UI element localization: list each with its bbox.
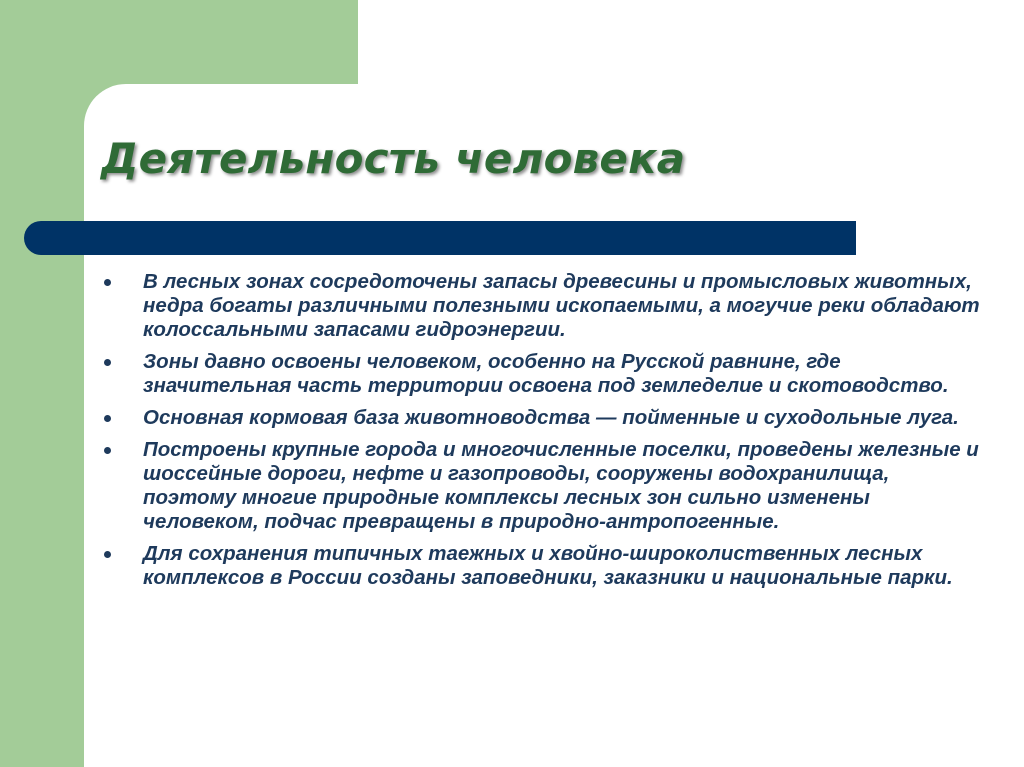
bullet-text: Построены крупные города и многочисленные поселки, проведены железные и шоссейные дороги, нефте и газопроводы, сооружены водохранилища, поэтому многие природные комплексы лесных зон сильно изменены человеком, подчас превращены в природно-антропогенные. [143,438,979,533]
bullet-dot-icon [104,551,111,558]
bullet-text: Зоны давно освоены человеком, особенно на Русской равнине, где значительная часть территории освоена под земледелие и скотоводство. [143,350,949,397]
slide-title: Деятельность человека [101,134,686,183]
bullet-text: В лесных зонах сосредоточены запасы древесины и промысловых животных, недра богаты различными полезными ископаемыми, а могучие реки обладают колоссальными запасами гидроэнергии. [143,270,980,341]
bullet-item [103,406,983,430]
bullet-item [103,438,983,534]
bullet-dot-icon [104,279,111,286]
bullet-list [103,270,983,598]
bullet-dot-icon [104,415,111,422]
bullet-dot-icon [104,359,111,366]
bullet-item [103,542,983,590]
bullet-item [103,350,983,398]
bullet-item [103,270,983,342]
bullet-text: Для сохранения типичных таежных и хвойно-широколиственных лесных комплексов в России созданы заповедники, заказники и национальные парки. [143,542,953,589]
title-underline-bar [24,221,856,255]
bullet-text: Основная кормовая база животноводства — пойменные и суходольные луга. [143,406,959,429]
bullet-dot-icon [104,447,111,454]
